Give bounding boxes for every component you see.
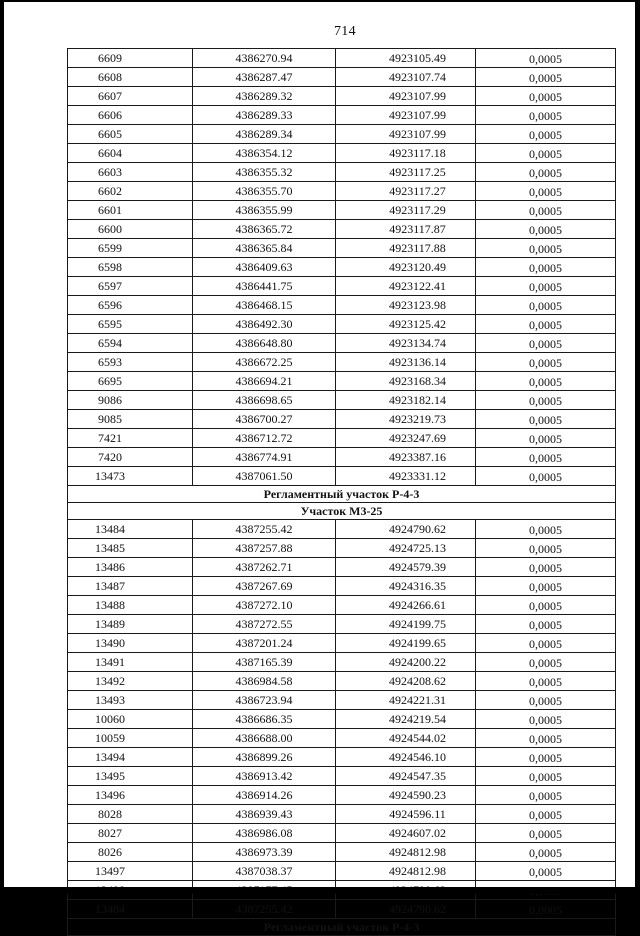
x-coordinate-cell: 4387061.50 <box>193 467 336 486</box>
y-coordinate-cell: 4923123.98 <box>336 296 476 315</box>
x-coordinate-cell: 4386986.08 <box>193 824 336 843</box>
x-coordinate-cell: 4386913.42 <box>193 767 336 786</box>
section-row <box>68 919 616 936</box>
section-title-plot: Участок М3-25 <box>68 503 616 520</box>
y-coordinate-cell: 4924590.23 <box>336 786 476 805</box>
value-cell: 0,0005 <box>476 372 616 391</box>
table-row <box>68 391 616 410</box>
x-coordinate-cell: 4386899.26 <box>193 748 336 767</box>
x-coordinate-cell: 4386914.26 <box>193 786 336 805</box>
value-cell: 0,0005 <box>476 577 616 596</box>
table-row <box>68 182 616 201</box>
point-number-cell: 6596 <box>68 296 193 315</box>
y-coordinate-cell: 4923107.99 <box>336 125 476 144</box>
y-coordinate-cell: 4924546.10 <box>336 748 476 767</box>
value-cell: 0,0005 <box>476 710 616 729</box>
point-number-cell: 6609 <box>68 49 193 68</box>
point-number-cell: 6603 <box>68 163 193 182</box>
table-row <box>68 201 616 220</box>
value-cell: 0,0005 <box>476 729 616 748</box>
x-coordinate-cell: 4386365.72 <box>193 220 336 239</box>
x-coordinate-cell: 4387165.39 <box>193 653 336 672</box>
table-row <box>68 672 616 691</box>
section-row <box>68 503 616 520</box>
value-cell: 0,0005 <box>476 49 616 68</box>
x-coordinate-cell: 4386973.39 <box>193 843 336 862</box>
y-coordinate-cell: 4924812.98 <box>336 862 476 881</box>
value-cell: 0,0005 <box>476 353 616 372</box>
value-cell: 0,0005 <box>476 634 616 653</box>
y-coordinate-cell: 4924725.13 <box>336 539 476 558</box>
x-coordinate-cell: 4386355.70 <box>193 182 336 201</box>
value-cell: 0,0005 <box>476 315 616 334</box>
x-coordinate-cell: 4387267.69 <box>193 577 336 596</box>
table-row <box>68 634 616 653</box>
point-number-cell: 13497 <box>68 862 193 881</box>
x-coordinate-cell: 4386468.15 <box>193 296 336 315</box>
y-coordinate-cell: 4923168.34 <box>336 372 476 391</box>
value-cell: 0,0005 <box>476 748 616 767</box>
y-coordinate-cell: 4923247.69 <box>336 429 476 448</box>
value-cell: 0,0005 <box>476 448 616 467</box>
point-number-cell: 6602 <box>68 182 193 201</box>
value-cell: 0,0005 <box>476 201 616 220</box>
table-row <box>68 596 616 615</box>
y-coordinate-cell: 4924221.31 <box>336 691 476 710</box>
point-number-cell: 9086 <box>68 391 193 410</box>
table-row <box>68 786 616 805</box>
table-row <box>68 258 616 277</box>
table-row <box>68 900 616 919</box>
table-section-2 <box>68 520 616 919</box>
y-coordinate-cell: 4924607.02 <box>336 824 476 843</box>
table-row <box>68 106 616 125</box>
point-number-cell: 13485 <box>68 539 193 558</box>
point-number-cell: 9085 <box>68 410 193 429</box>
table-row <box>68 296 616 315</box>
point-number-cell: 13487 <box>68 577 193 596</box>
x-coordinate-cell: 4386365.84 <box>193 239 336 258</box>
y-coordinate-cell: 4923331.12 <box>336 467 476 486</box>
table-row <box>68 429 616 448</box>
table-row <box>68 862 616 881</box>
value-cell: 0,0005 <box>476 653 616 672</box>
y-coordinate-cell: 4924544.02 <box>336 729 476 748</box>
section-headers <box>68 486 616 520</box>
x-coordinate-cell: 4387038.37 <box>193 862 336 881</box>
y-coordinate-cell: 4923117.87 <box>336 220 476 239</box>
y-coordinate-cell: 4924208.62 <box>336 672 476 691</box>
footer-section-title: Регламентный участок Р-4-3 <box>68 919 616 936</box>
document-page <box>4 2 635 934</box>
point-number-cell: 6607 <box>68 87 193 106</box>
x-coordinate-cell: 4387255.42 <box>193 520 336 539</box>
scan-border <box>0 887 640 894</box>
coordinates-table <box>67 48 616 936</box>
table-row <box>68 520 616 539</box>
point-number-cell: 10059 <box>68 729 193 748</box>
value-cell: 0,0005 <box>476 520 616 539</box>
value-cell: 0,0005 <box>476 144 616 163</box>
table-row <box>68 805 616 824</box>
y-coordinate-cell: 4924200.22 <box>336 653 476 672</box>
x-coordinate-cell: 4386441.75 <box>193 277 336 296</box>
table-row <box>68 239 616 258</box>
x-coordinate-cell: 4387201.24 <box>193 634 336 653</box>
value-cell: 0,0005 <box>476 106 616 125</box>
value-cell: 0,0005 <box>476 277 616 296</box>
x-coordinate-cell: 4387262.71 <box>193 558 336 577</box>
x-coordinate-cell: 4386492.30 <box>193 315 336 334</box>
table-row <box>68 467 616 486</box>
y-coordinate-cell: 4923117.88 <box>336 239 476 258</box>
point-number-cell: 7420 <box>68 448 193 467</box>
value-cell: 0,0005 <box>476 429 616 448</box>
y-coordinate-cell: 4923120.49 <box>336 258 476 277</box>
x-coordinate-cell: 4386289.32 <box>193 87 336 106</box>
y-coordinate-cell: 4924316.35 <box>336 577 476 596</box>
point-number-cell: 13473 <box>68 467 193 486</box>
table-row <box>68 87 616 106</box>
point-number-cell: 6599 <box>68 239 193 258</box>
table-row <box>68 277 616 296</box>
x-coordinate-cell: 4386355.32 <box>193 163 336 182</box>
y-coordinate-cell: 4924579.39 <box>336 558 476 577</box>
table-row <box>68 558 616 577</box>
x-coordinate-cell: 4386270.94 <box>193 49 336 68</box>
y-coordinate-cell: 4924219.54 <box>336 710 476 729</box>
point-number-cell: 13490 <box>68 634 193 653</box>
y-coordinate-cell: 4924266.61 <box>336 596 476 615</box>
table-row <box>68 68 616 87</box>
table-row <box>68 691 616 710</box>
table-row <box>68 653 616 672</box>
value-cell: 0,0005 <box>476 558 616 577</box>
table-row <box>68 372 616 391</box>
point-number-cell: 10060 <box>68 710 193 729</box>
table-row <box>68 843 616 862</box>
y-coordinate-cell: 4923107.74 <box>336 68 476 87</box>
value-cell: 0,0005 <box>476 239 616 258</box>
value-cell: 0,0005 <box>476 87 616 106</box>
table-row <box>68 125 616 144</box>
point-number-cell: 6595 <box>68 315 193 334</box>
point-number-cell: 13484 <box>68 520 193 539</box>
value-cell: 0,0005 <box>476 786 616 805</box>
page-number: 714 <box>334 24 356 39</box>
table-row <box>68 710 616 729</box>
x-coordinate-cell: 4386648.80 <box>193 334 336 353</box>
y-coordinate-cell: 4924790.62 <box>336 520 476 539</box>
x-coordinate-cell: 4386686.35 <box>193 710 336 729</box>
x-coordinate-cell: 4386694.21 <box>193 372 336 391</box>
y-coordinate-cell: 4923117.18 <box>336 144 476 163</box>
point-number-cell: 8027 <box>68 824 193 843</box>
table-row <box>68 353 616 372</box>
y-coordinate-cell: 4923117.29 <box>336 201 476 220</box>
table-row <box>68 767 616 786</box>
y-coordinate-cell: 4924812.98 <box>336 843 476 862</box>
value-cell: 0,0005 <box>476 163 616 182</box>
value-cell: 0,0005 <box>476 767 616 786</box>
x-coordinate-cell: 4386688.00 <box>193 729 336 748</box>
x-coordinate-cell: 4386289.33 <box>193 106 336 125</box>
x-coordinate-cell: 4386723.94 <box>193 691 336 710</box>
value-cell: 0,0005 <box>476 68 616 87</box>
y-coordinate-cell: 4924547.35 <box>336 767 476 786</box>
table-row <box>68 615 616 634</box>
table-row <box>68 748 616 767</box>
x-coordinate-cell: 4387272.10 <box>193 596 336 615</box>
value-cell: 0,0005 <box>476 615 616 634</box>
point-number-cell: 8026 <box>68 843 193 862</box>
table-row <box>68 334 616 353</box>
y-coordinate-cell: 4924790.62 <box>336 900 476 919</box>
value-cell: 0,0005 <box>476 334 616 353</box>
y-coordinate-cell: 4923117.25 <box>336 163 476 182</box>
section-row <box>68 486 616 503</box>
point-number-cell: 13493 <box>68 691 193 710</box>
point-number-cell: 13492 <box>68 672 193 691</box>
x-coordinate-cell: 4386939.43 <box>193 805 336 824</box>
y-coordinate-cell: 4923387.16 <box>336 448 476 467</box>
y-coordinate-cell: 4923125.42 <box>336 315 476 334</box>
point-number-cell: 6598 <box>68 258 193 277</box>
value-cell: 0,0005 <box>476 467 616 486</box>
point-number-cell: 6600 <box>68 220 193 239</box>
x-coordinate-cell: 4386672.25 <box>193 353 336 372</box>
value-cell: 0,0005 <box>476 539 616 558</box>
y-coordinate-cell: 4923122.41 <box>336 277 476 296</box>
value-cell: 0,0005 <box>476 843 616 862</box>
point-number-cell: 13494 <box>68 748 193 767</box>
table-row <box>68 163 616 182</box>
value-cell: 0,0005 <box>476 672 616 691</box>
value-cell: 0,0005 <box>476 391 616 410</box>
table-row <box>68 49 616 68</box>
point-number-cell: 6695 <box>68 372 193 391</box>
x-coordinate-cell: 4386409.63 <box>193 258 336 277</box>
x-coordinate-cell: 4386712.72 <box>193 429 336 448</box>
y-coordinate-cell: 4923219.73 <box>336 410 476 429</box>
x-coordinate-cell: 4387272.55 <box>193 615 336 634</box>
value-cell: 0,0005 <box>476 805 616 824</box>
value-cell: 0,0005 <box>476 125 616 144</box>
point-number-cell: 6594 <box>68 334 193 353</box>
y-coordinate-cell: 4923182.14 <box>336 391 476 410</box>
point-number-cell: 6593 <box>68 353 193 372</box>
x-coordinate-cell: 4386354.12 <box>193 144 336 163</box>
y-coordinate-cell: 4924596.11 <box>336 805 476 824</box>
point-number-cell: 13491 <box>68 653 193 672</box>
value-cell: 0,0005 <box>476 900 616 919</box>
point-number-cell: 13486 <box>68 558 193 577</box>
point-number-cell: 7421 <box>68 429 193 448</box>
x-coordinate-cell: 4386698.65 <box>193 391 336 410</box>
point-number-cell: 6597 <box>68 277 193 296</box>
x-coordinate-cell: 4387255.42 <box>193 900 336 919</box>
point-number-cell: 13496 <box>68 786 193 805</box>
value-cell: 0,0005 <box>476 824 616 843</box>
table-row <box>68 577 616 596</box>
x-coordinate-cell: 4386774.91 <box>193 448 336 467</box>
point-number-cell: 6606 <box>68 106 193 125</box>
table-section-1 <box>68 49 616 486</box>
x-coordinate-cell: 4387257.88 <box>193 539 336 558</box>
value-cell: 0,0005 <box>476 691 616 710</box>
point-number-cell: 13488 <box>68 596 193 615</box>
value-cell: 0,0005 <box>476 596 616 615</box>
y-coordinate-cell: 4923134.74 <box>336 334 476 353</box>
table-row <box>68 315 616 334</box>
value-cell: 0,0005 <box>476 862 616 881</box>
x-coordinate-cell: 4386984.58 <box>193 672 336 691</box>
x-coordinate-cell: 4386287.47 <box>193 68 336 87</box>
table-row <box>68 729 616 748</box>
point-number-cell: 13484 <box>68 900 193 919</box>
value-cell: 0,0005 <box>476 182 616 201</box>
value-cell: 0,0005 <box>476 220 616 239</box>
y-coordinate-cell: 4923117.27 <box>336 182 476 201</box>
table-row <box>68 539 616 558</box>
point-number-cell: 6601 <box>68 201 193 220</box>
x-coordinate-cell: 4386289.34 <box>193 125 336 144</box>
point-number-cell: 8028 <box>68 805 193 824</box>
point-number-cell: 6605 <box>68 125 193 144</box>
y-coordinate-cell: 4923107.99 <box>336 106 476 125</box>
x-coordinate-cell: 4386355.99 <box>193 201 336 220</box>
value-cell: 0,0005 <box>476 258 616 277</box>
table-row <box>68 448 616 467</box>
value-cell: 0,0005 <box>476 410 616 429</box>
point-number-cell: 13495 <box>68 767 193 786</box>
section-title-reglament: Регламентный участок Р-4-3 <box>68 486 616 503</box>
y-coordinate-cell: 4923107.99 <box>336 87 476 106</box>
x-coordinate-cell: 4386700.27 <box>193 410 336 429</box>
point-number-cell: 6608 <box>68 68 193 87</box>
table-row <box>68 144 616 163</box>
table-row <box>68 410 616 429</box>
y-coordinate-cell: 4923105.49 <box>336 49 476 68</box>
y-coordinate-cell: 4923136.14 <box>336 353 476 372</box>
table-row <box>68 220 616 239</box>
point-number-cell: 13489 <box>68 615 193 634</box>
table-row <box>68 824 616 843</box>
value-cell: 0,0005 <box>476 296 616 315</box>
y-coordinate-cell: 4924199.65 <box>336 634 476 653</box>
footer-header <box>68 919 616 936</box>
y-coordinate-cell: 4924199.75 <box>336 615 476 634</box>
point-number-cell: 6604 <box>68 144 193 163</box>
